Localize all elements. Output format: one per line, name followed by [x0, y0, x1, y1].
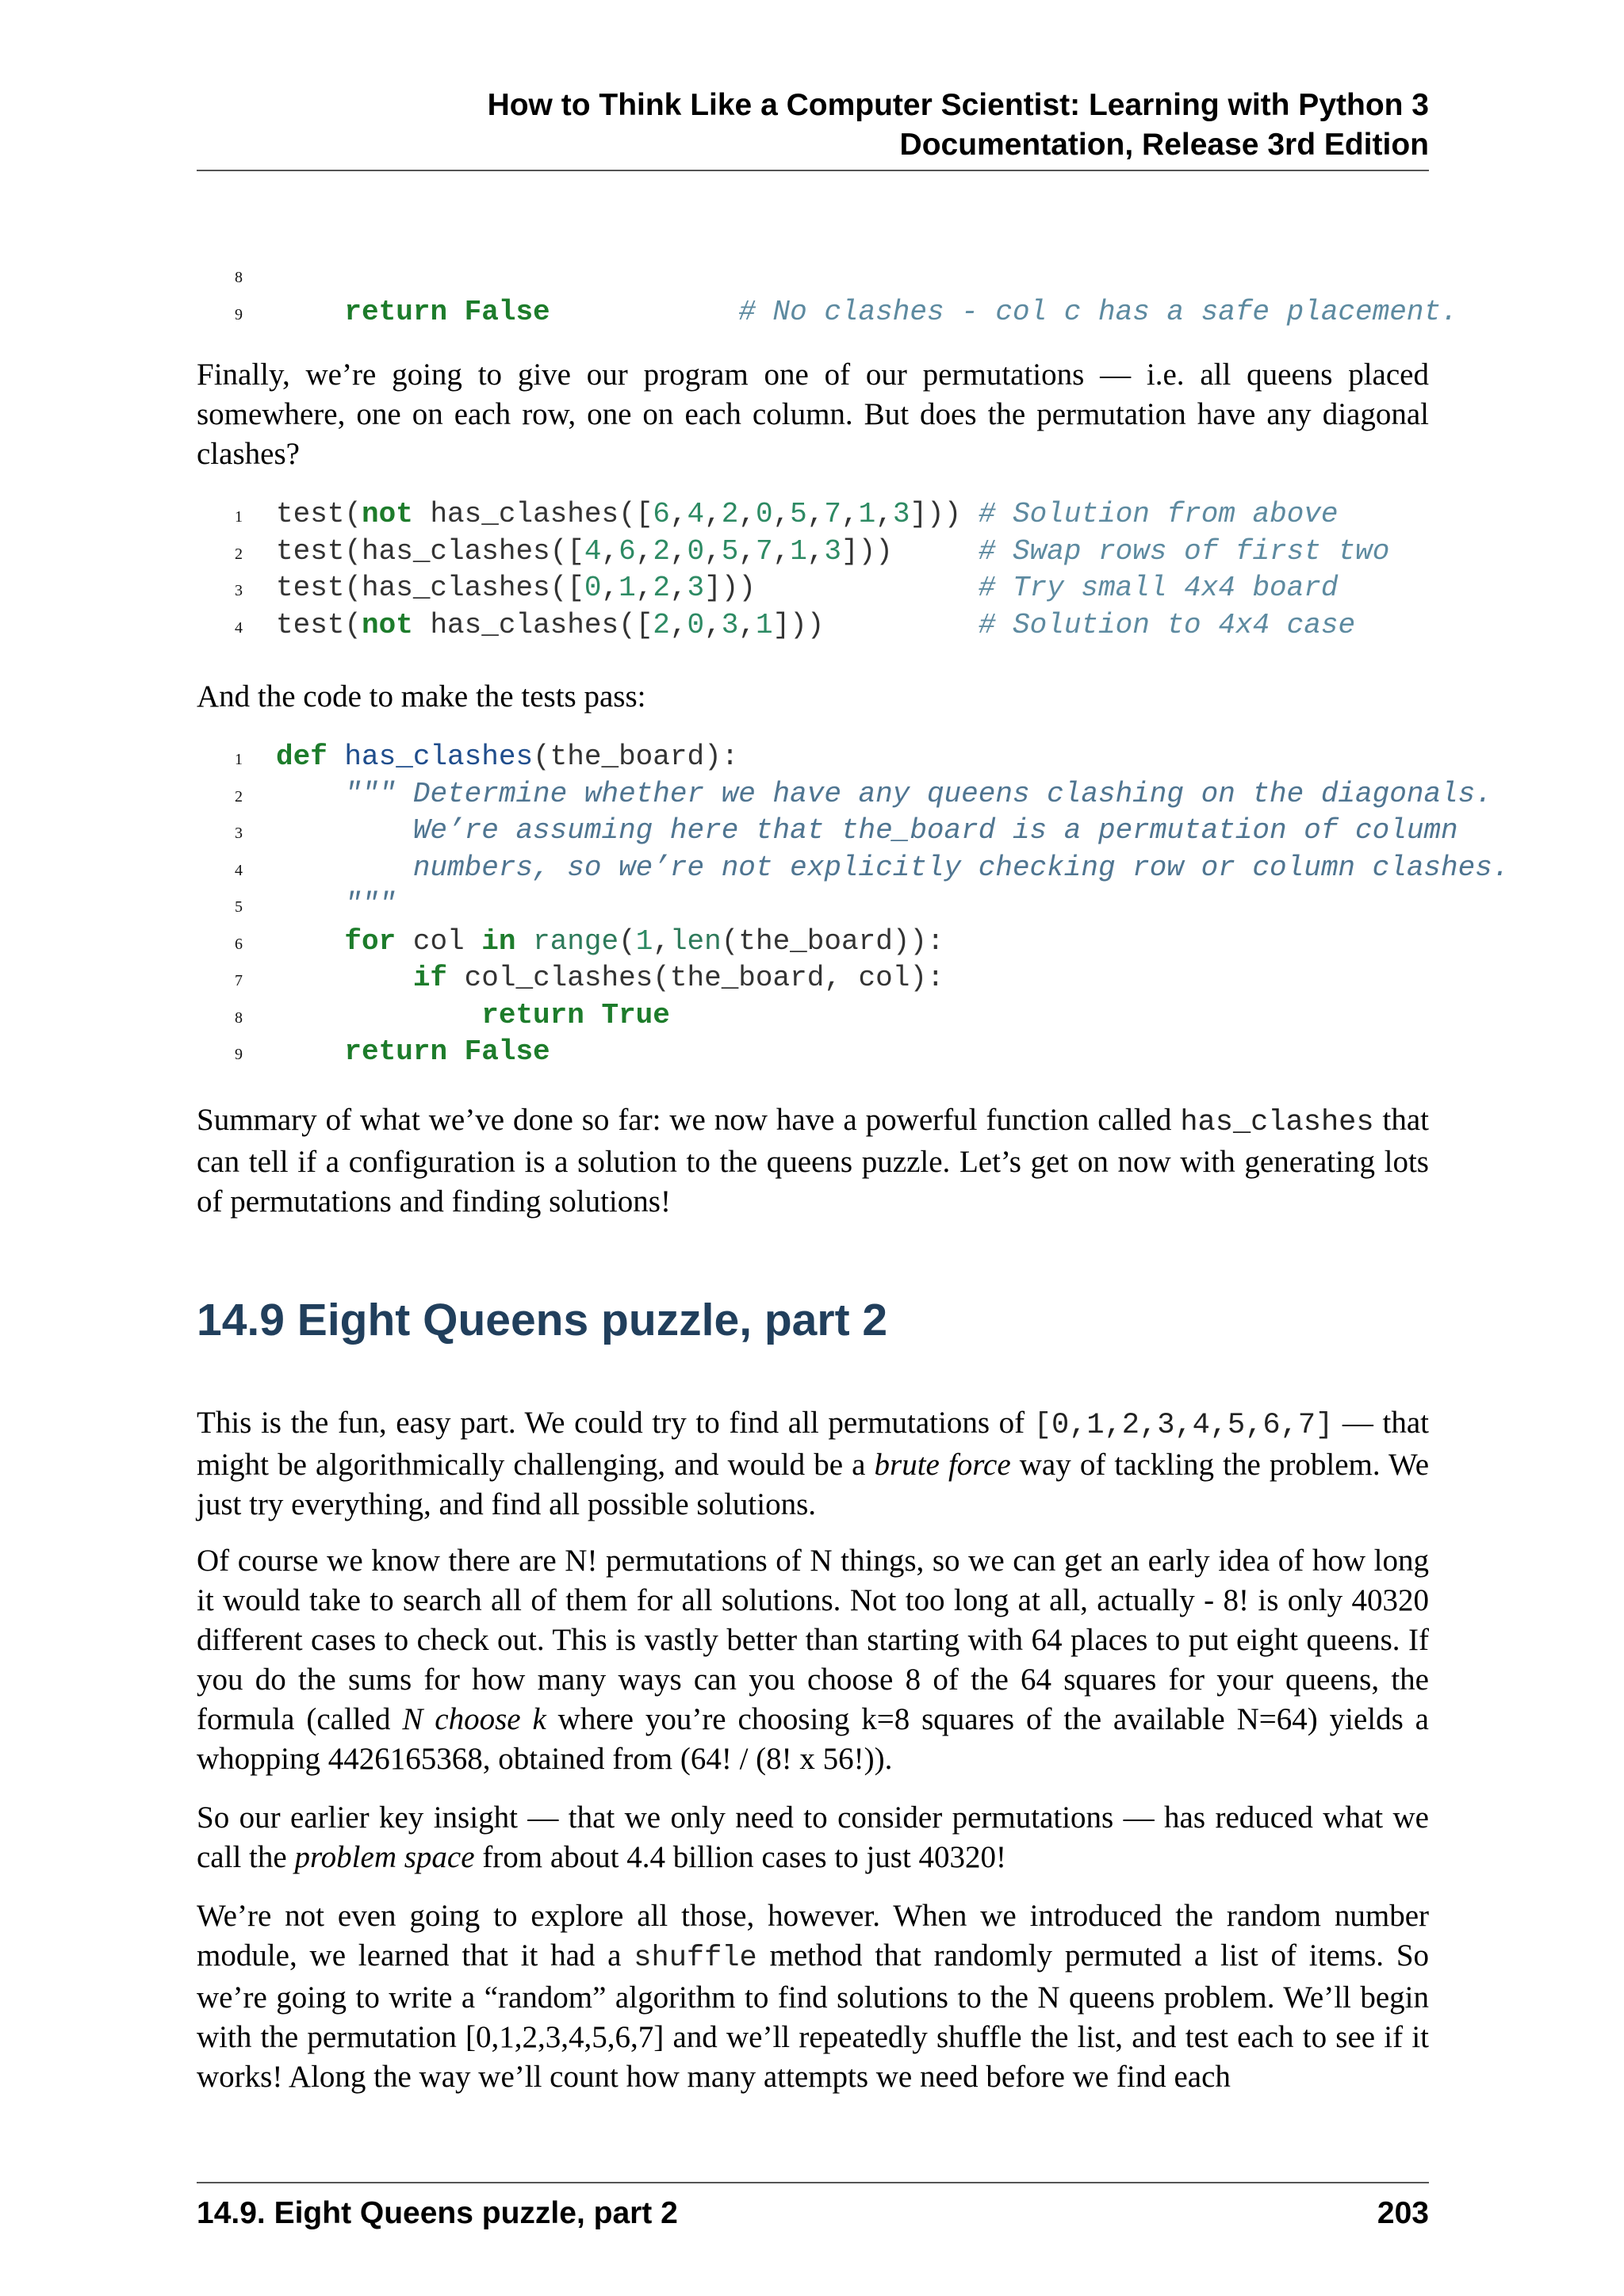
- section-heading: 14.9 Eight Queens puzzle, part 2: [197, 1295, 888, 1345]
- inline-code: [0,1,2,3,4,5,6,7]: [1033, 1409, 1334, 1442]
- inline-code: has_clashes: [1180, 1106, 1374, 1139]
- code-comment: # Solution from above: [978, 498, 1339, 530]
- line-number: 4: [235, 861, 243, 879]
- paragraph: This is the fun, easy part. We could try to find all permutations of [0,1,2,3,4,5,6,7] — that might be algorithmically challenging, and would be a brute force way of tackling the problem. We just try everything, and find all possible solutions.: [197, 1406, 1429, 1521]
- line-number: 6: [235, 935, 243, 953]
- code-block-tests: [197, 496, 1592, 644]
- code-line: 8 return True: [197, 997, 1592, 1035]
- code-line: [197, 294, 1592, 331]
- paragraph: And the code to make the tests pass:: [197, 679, 646, 714]
- line-number: 5: [235, 898, 243, 916]
- line-number: 3: [235, 582, 243, 599]
- line-number: 2: [235, 545, 243, 563]
- line-number: 2: [235, 787, 243, 806]
- code-line: 1 test(not has_clashes([6,4,2,0,5,7,1,3])) # Solution from above: [197, 496, 1592, 534]
- running-header: [197, 86, 1429, 165]
- code-line: [197, 257, 1592, 294]
- line-number: 7: [235, 972, 243, 989]
- code-line: 2 test(has_clashes([4,6,2,0,5,7,1,3])) # Swap rows of first two: [197, 534, 1592, 571]
- paragraph: We’re not even going to explore all those, however. When we introduced the random number module, we learned that it had a shuffle method that randomly permuted a list of items. So we’re going to write a “random” algorithm to find solutions to the N queens problem. We’ll begin with the permutation [0,1,2,3,4,5,6,7] and we’ll repeatedly shuffle the list, and test each to see if it works! Along the way we’ll count how many attempts we need before we find each: [197, 1899, 1430, 2094]
- code-keyword: return False: [344, 295, 550, 328]
- code-block-def: [197, 739, 1592, 1071]
- docstring-line: We’re assuming here that the_board is a permutation of column: [412, 814, 1458, 847]
- line-number: 1: [235, 508, 243, 526]
- header-rule: [197, 170, 1429, 171]
- line-number: 1: [235, 751, 243, 768]
- docstring-line: numbers, so we’re not explicitly checking row or column clashes.: [412, 851, 1510, 884]
- running-footer: [197, 2191, 1429, 2236]
- code-line: 1 def has_clashes(the_board):: [197, 739, 1592, 776]
- paragraph: Finally, we’re going to give our program one of our permutations — i.e. all queens placed somewhere, one on each row, one on each column. But does the permutation have any diagonal clashes?: [197, 358, 1429, 471]
- code-line: [197, 776, 1592, 813]
- code-comment: # Try small 4x4 board: [978, 572, 1339, 604]
- page-number: 203: [1377, 2196, 1429, 2230]
- line-number: 9: [235, 305, 243, 323]
- paragraph: Of course we know there are N! permutations of N things, so we can get an early idea of how long it would take to search all of them for all solutions. Not too long at all, actually - 8! is only 40320 different cases to check out. This is vastly better than starting with 64 places to put eight queens. If you do the sums for how many ways can you choose 8 of the 64 squares for your queens, the formula (called N choose k where you’re choosing k=8 squares of the available N=64) yields a whopping 4426165368, obtained from (64! / (8! x 56!)).: [197, 1544, 1429, 1776]
- code-line: [197, 813, 1592, 850]
- line-number: 8: [235, 1008, 243, 1027]
- header-line-2: Documentation, Release 3rd Edition: [899, 128, 1429, 162]
- paragraph: So our earlier key insight — that we only need to consider permutations — has reduced what we call the problem space from about 4.4 billion cases to just 40320!: [197, 1800, 1429, 1874]
- line-number: 4: [235, 618, 243, 637]
- paragraph: Summary of what we’ve done so far: we now have a powerful function called has_clashes that can tell if a configuration is a solution to the queens puzzle. Let’s get on now with generating lots of permutations and finding solutions!: [197, 1103, 1429, 1219]
- header-line-1: How to Think Like a Computer Scientist: Learning with Python 3: [487, 88, 1429, 122]
- code-comment: # Swap rows of first two: [978, 534, 1390, 568]
- code-line: 7 if col_clashes(the_board, col):: [197, 960, 1592, 997]
- code-line: 3 test(has_clashes([0,1,2,3])) # Try small 4x4 board: [197, 570, 1592, 607]
- code-line: [197, 850, 1592, 887]
- footer-section: 14.9. Eight Queens puzzle, part 2: [197, 2196, 678, 2230]
- docstring-line: """ Determine whether we have any queens clashing on the diagonals.: [344, 777, 1492, 810]
- footer-rule: [197, 2182, 1429, 2183]
- code-comment: # Solution to 4x4 case: [978, 608, 1356, 641]
- line-number: 8: [235, 269, 243, 286]
- inline-code: shuffle: [634, 1942, 757, 1975]
- code-block-top: [197, 257, 1592, 331]
- code-comment: # No clashes - col c has a safe placement.: [738, 295, 1458, 328]
- code-line: [197, 886, 1592, 924]
- code-line: 9 return False: [197, 1034, 1592, 1071]
- code-line: 6 for col in range(1,len(the_board)):: [197, 924, 1592, 961]
- docstring-line: """: [344, 888, 396, 920]
- line-number: 9: [235, 1046, 243, 1063]
- code-line: 4 test(not has_clashes([2,0,3,1])) # Solution to 4x4 case: [197, 607, 1592, 645]
- line-number: 3: [235, 825, 243, 842]
